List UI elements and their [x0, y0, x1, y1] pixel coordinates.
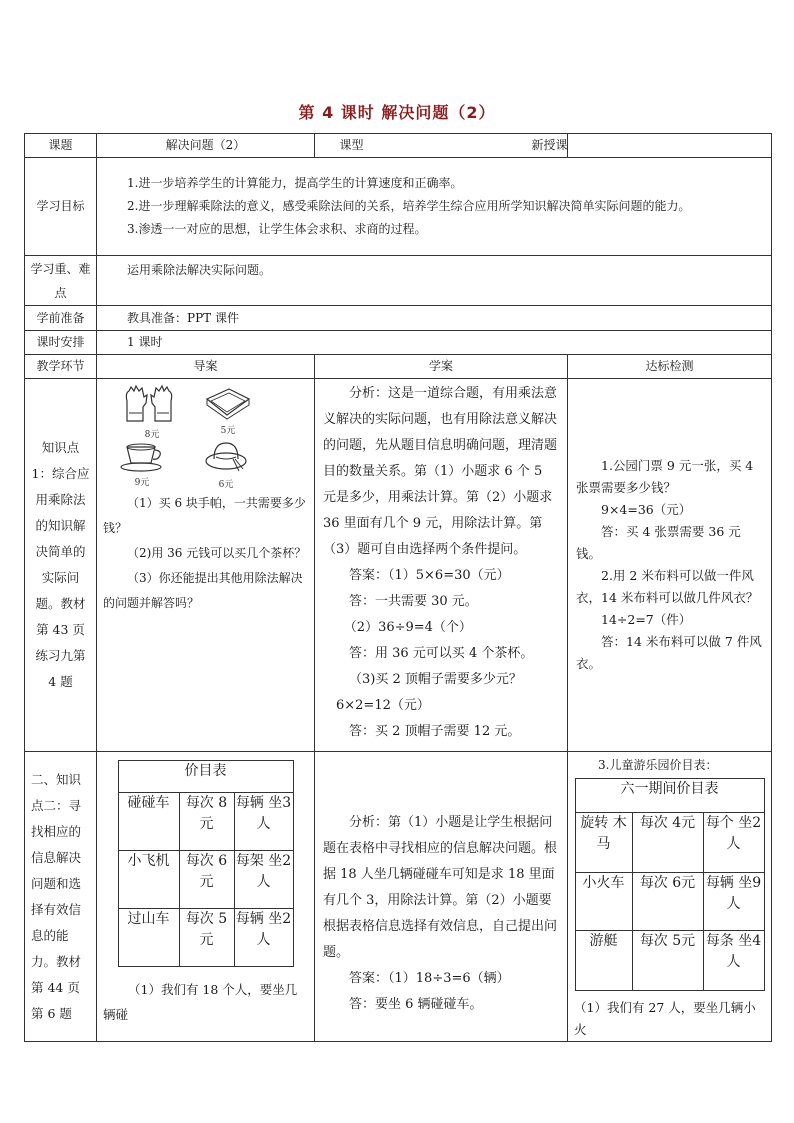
row-section1 — [25, 379, 772, 752]
section1-daoan — [97, 379, 315, 752]
price-table-2 — [575, 778, 765, 991]
section1-xuean: 分析：这是一道综合题，有用乘法意义解决的实际问题，也有用除法意义解决的问题，先从题目信息明确问题，理清题目的数量关系。第（1）小题求 6 个 5 元是多少，用乘法计算。第（2）小题求 36 里面有几个 9 元，用除法计算。第（3）题可自由选择两个条件提问。 答案：（1）5×6=30（元） 答：一共需要 30 元。 （2）36÷9=4（个） 答：用 36 元可以买 4 个茶杯。 （3)买 2 顶帽子需要多少元？ 6×2=12（元） 答：买 2 顶帽子需要 12 元。 — [315, 379, 568, 752]
section1-dabiao: 1.公园门票 9 元一张，买 4 张票需要多少钱？ 9×4=36（元） 答：买 4 张票需要 36 元钱。 2.用 2 米布料可以做一件风衣，14 米布料可以做几件风衣？ 14÷2=7（件） 答：14 米布料可以做 7 件风衣。 — [568, 379, 772, 752]
hat-icon — [203, 437, 249, 475]
kexing-label: 课型 — [340, 134, 568, 158]
price-row: 旋转 木马 每次 4元 每个 坐2人 — [575, 813, 764, 873]
section2-dabiao: 3.儿童游乐园价目表： 六一期间价目表 旋转 木马 每次 4元 每个 坐2人 小火车 每次 6元 每辆 坐9人 游艇 每次 5元 每条 坐4人 （1）我们有 27 人，要坐几辆小火 — [568, 752, 772, 1042]
prep-content: 教具准备：PPT 课件 — [97, 306, 772, 331]
price-row: 游艇 每次 5元 每条 坐4人 — [575, 931, 764, 991]
product-pictures — [103, 383, 308, 491]
goal-item: 1.进一步培养学生的计算能力，提高学生的计算速度和正确率。 — [127, 176, 463, 190]
teacup-item: 9元 — [117, 439, 167, 494]
price-row: 小火车 每次 6元 每辆 坐9人 — [575, 873, 764, 931]
col-header-stage: 教学环节 — [25, 355, 97, 379]
lesson-table — [24, 133, 772, 1042]
price-table-title: 价目表 — [118, 761, 293, 793]
kexing-value: 新授课 — [448, 134, 652, 158]
col-header-dabiao: 达标检测 — [568, 355, 772, 379]
daoan-question: （2)用 36 元钱可以买几个茶杯？ — [127, 546, 307, 560]
gloves-item: 8元 — [121, 383, 183, 446]
price-row: 小飞机 每次 6元 每架 坐2人 — [118, 851, 293, 909]
col-header-xuean: 学案 — [315, 355, 568, 379]
col-header-daoan: 导案 — [97, 355, 315, 379]
row-column-headers — [25, 355, 772, 379]
keypoints-content: 运用乘除法解决实际问题。 — [97, 256, 772, 306]
goal-item: 2.进一步理解乘除法的意义，感受乘除法间的关系，培养学生综合应用所学知识解决简单实际问题的能力。 — [127, 199, 691, 213]
section2-question: （1）我们有 18 个人，要坐几辆碰 — [103, 982, 298, 1022]
keypoints-label: 学习重、难点 — [25, 256, 97, 306]
row-schedule — [25, 331, 772, 355]
goals-label: 学习目标 — [25, 158, 97, 256]
section1-side: 知识点 1：综合应用乘除法的知识解决简单的实际问题。教材第 43 页练习九第 4 题 — [25, 379, 97, 752]
row-section2 — [25, 752, 772, 1042]
price-row: 过山车 每次 5元 每辆 坐2人 — [118, 909, 293, 967]
daoan-question: （1）买 6 块手帕，一共需要多少钱？ — [103, 496, 306, 535]
goals-content — [97, 158, 772, 256]
section2-dabiao-question: （1）我们有 27 人，要坐几辆小火 — [574, 1000, 756, 1037]
price-row: 碰碰车 每次 8元 每辆 坐3人 — [118, 793, 293, 851]
keti-label: 课题 — [25, 134, 97, 158]
prep-label: 学前准备 — [25, 306, 97, 331]
row-keypoints — [25, 256, 772, 306]
row-goals — [25, 158, 772, 256]
hat-item: 6元 — [203, 437, 249, 496]
schedule-label: 课时安排 — [25, 331, 97, 355]
xuean-analysis: 分析：这是一道综合题，有用乘法意义解决的实际问题，也有用除法意义解决的问题，先从题目信息明确问题，理清题目的数量关系。第（1）小题求 6 个 5 元是多少，用乘法计算。第（2）小题求 36 里面有几个 9 元，用除法计算。第（3）题可自由选择两个条件提问。 — [323, 386, 558, 557]
price-table-2-title: 六一期间价目表 — [575, 779, 764, 813]
handkerchief-icon — [203, 385, 253, 421]
gloves-icon — [121, 383, 183, 425]
section2-daoan — [97, 752, 315, 1042]
price-table — [118, 760, 294, 967]
section2-xuean: 分析：第（1）小题是让学生根据问题在表格中寻找相应的信息解决问题。根据 18 人坐几辆碰碰车可知是求 18 里面有几个 3，用除法计算。第（2）小题要根据表格信息选择有效信息，自己提出问题。 答案：（1）18÷3=6（辆） 答：要坐 6 辆碰碰车。 — [315, 752, 568, 1042]
teacup-icon — [117, 439, 167, 473]
page-title: 第 4 课时 解决问题（2） — [298, 103, 496, 122]
handkerchief-item: 5元 — [203, 385, 253, 442]
section2-side: 二、知识点二：寻找相应的信息解决问题和选择有效信息的能力。教材第 44 页第 6 题 — [25, 752, 97, 1042]
goal-item: 3.渗透一一对应的思想，让学生体会求积、求商的过程。 — [127, 222, 427, 236]
schedule-content: 1 课时 — [97, 331, 772, 355]
row-prep — [25, 306, 772, 331]
row-topic — [25, 134, 772, 158]
keti-value: 解决问题（2） — [97, 134, 315, 158]
daoan-question: （3）你还能提出其他用除法解决的问题并解答吗？ — [103, 571, 303, 610]
